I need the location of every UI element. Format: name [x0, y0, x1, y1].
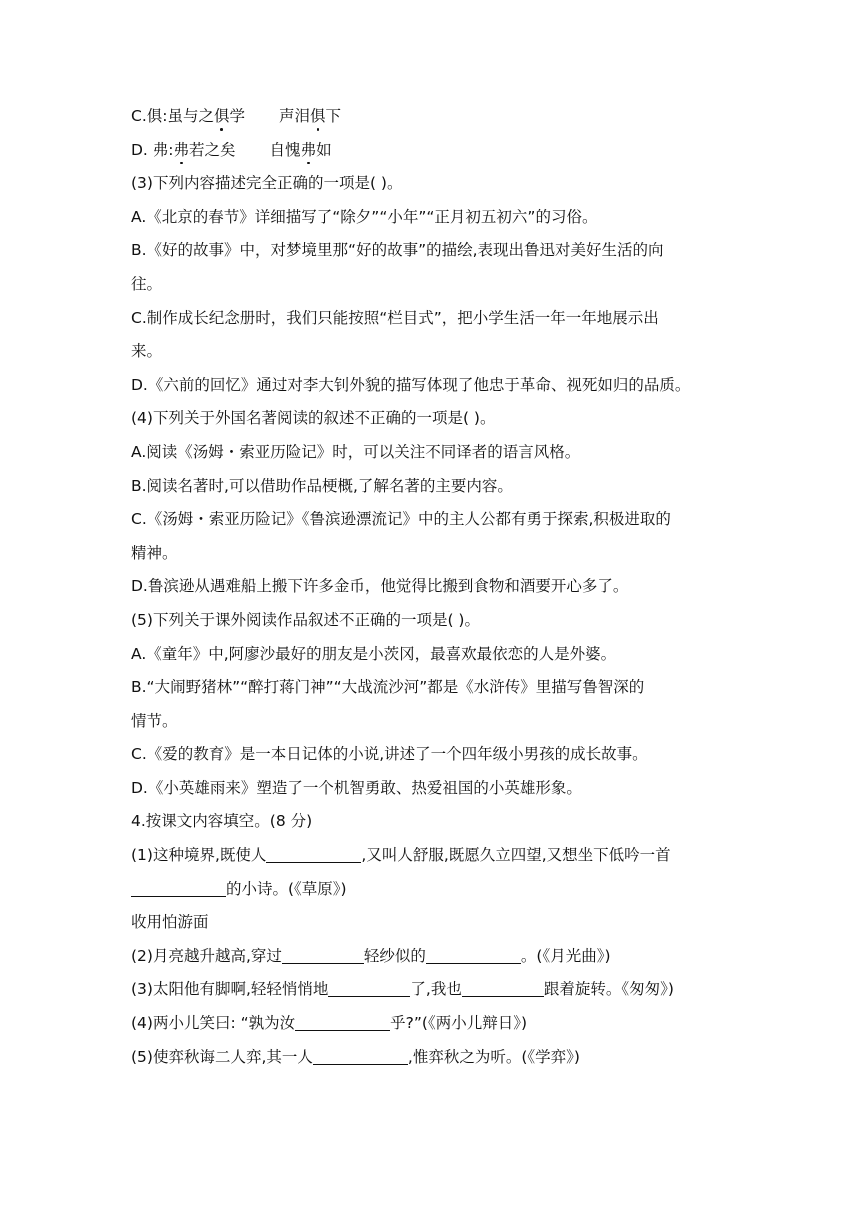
option-text: 自愧	[269, 140, 301, 159]
emphasis-char: 弗	[174, 134, 190, 168]
question-4-option-c-cont: 精神。	[131, 543, 178, 562]
question-3-option-b-cont: 往。	[131, 274, 163, 293]
option-text: 声泪	[279, 107, 311, 125]
fill-5-line	[131, 1041, 736, 1075]
question-4-stem: (4)下列关于外国名著阅读的叙述不正确的一项是( )。	[131, 409, 496, 428]
fill-text: 乎?”(《两小儿辩日》)	[390, 1014, 527, 1033]
fill-text: 了,我也	[410, 980, 462, 999]
fill-text: 轻纱似的	[363, 946, 426, 965]
question-5-option-b: B.“大闹野猪林”“醉打蒋门神”“大战流沙河”都是《水浒传》里描写鲁智深的	[131, 678, 645, 697]
option-text: D. 弗:	[131, 140, 174, 159]
question-3-option-a: A.《北京的春节》详细描写了“除夕”“小年”“正月初五初六”的习俗。	[131, 207, 598, 226]
answer-blank[interactable]	[313, 1046, 408, 1065]
question-4-option-b: B.阅读名著时,可以借助作品梗概,了解名著的主要内容。	[131, 476, 513, 495]
answer-blank[interactable]	[328, 978, 410, 997]
question-3-option-c-cont: 来。	[131, 342, 163, 361]
option-c-line	[131, 100, 736, 134]
question-5-option-a: A.《童年》中,阿廖沙最好的朋友是小茨冈，最喜欢最依恋的人是外婆。	[131, 644, 617, 663]
question-3-option-b: B.《好的故事》中，对梦境里那“好的故事”的描绘,表现出鲁迅对美好生活的向	[131, 241, 664, 260]
fill-1-line-cont	[131, 873, 736, 907]
fill-text: (5)使弈秋诲二人弈,其一人	[131, 1047, 313, 1066]
fill-4-line	[131, 1007, 736, 1041]
option-text: 如	[316, 140, 332, 159]
question-3-stem: (3)下列内容描述完全正确的一项是( )。	[131, 174, 403, 193]
option-text: 若之矣	[189, 140, 236, 159]
fill-3-line	[131, 973, 736, 1007]
answer-blank[interactable]	[282, 945, 364, 964]
emphasis-char: 俱	[214, 100, 230, 134]
fill-text: ,惟弈秋之为听。(《学弈》)	[407, 1047, 580, 1066]
fill-text: (3)太阳他有脚啊,轻轻悄悄地	[131, 980, 329, 999]
answer-blank[interactable]	[131, 878, 226, 897]
option-d-line	[131, 134, 736, 168]
fill-text: (4)两小儿笑曰: “孰为汝	[131, 1014, 296, 1033]
fill-2-line	[131, 940, 736, 974]
question-5-option-d: D.《小英雄雨来》塑造了一个机智勇敢、热爱祖国的小英雄形象。	[131, 778, 582, 797]
answer-blank[interactable]	[295, 1012, 390, 1031]
option-text: 下	[325, 107, 342, 125]
exam-page	[131, 100, 736, 1074]
fill-1-line	[131, 839, 736, 873]
option-text: 学	[229, 107, 246, 125]
question-4-option-a: A.阅读《汤姆・索亚历险记》时，可以关注不同译者的语言风格。	[131, 442, 581, 461]
question-5-option-b-cont: 情节。	[131, 711, 178, 730]
fill-text: ,又叫人舒服,既愿久立四望,又想坐下低吟一首	[361, 846, 671, 865]
fill-text: 的小诗。(《草原》)	[226, 879, 347, 898]
question-3-option-d: D.《六前的回忆》通过对李大钊外貌的描写体现了他忠于革命、视死如归的品质。	[131, 375, 691, 394]
emphasis-char: 俱	[310, 100, 326, 134]
answer-blank[interactable]	[426, 945, 521, 964]
answer-blank[interactable]	[462, 978, 544, 997]
fill-text: (2)月亮越升越高,穿过	[131, 946, 282, 965]
option-text: C.俱:虽与之	[131, 107, 214, 125]
question-6-stem: 4.按课文内容填空。(8 分)	[131, 812, 313, 831]
answer-blank[interactable]	[266, 844, 361, 863]
stray-note: 收用怕游面	[131, 913, 209, 932]
fill-text: (1)这种境界,既使人	[131, 846, 267, 865]
question-4-option-c: C.《汤姆・索亚历险记》《鲁滨逊漂流记》中的主人公都有勇于探索,积极进取的	[131, 510, 671, 529]
question-5-option-c: C.《爱的教育》是一本日记体的小说,讲述了一个四年级小男孩的成长故事。	[131, 745, 648, 764]
question-4-option-d: D.鲁滨逊从遇难船上搬下许多金币，他觉得比搬到食物和酒要开心多了。	[131, 577, 629, 596]
emphasis-char: 弗	[301, 134, 317, 168]
fill-text: 跟着旋转。《匆匆》)	[543, 980, 674, 999]
fill-text: 。(《月光曲》)	[520, 946, 611, 965]
question-3-option-c: C.制作成长纪念册时，我们只能按照“栏目式”，把小学生活一年一年地展示出	[131, 308, 659, 327]
question-5-stem: (5)下列关于课外阅读作品叙述不正确的一项是( )。	[131, 610, 480, 629]
